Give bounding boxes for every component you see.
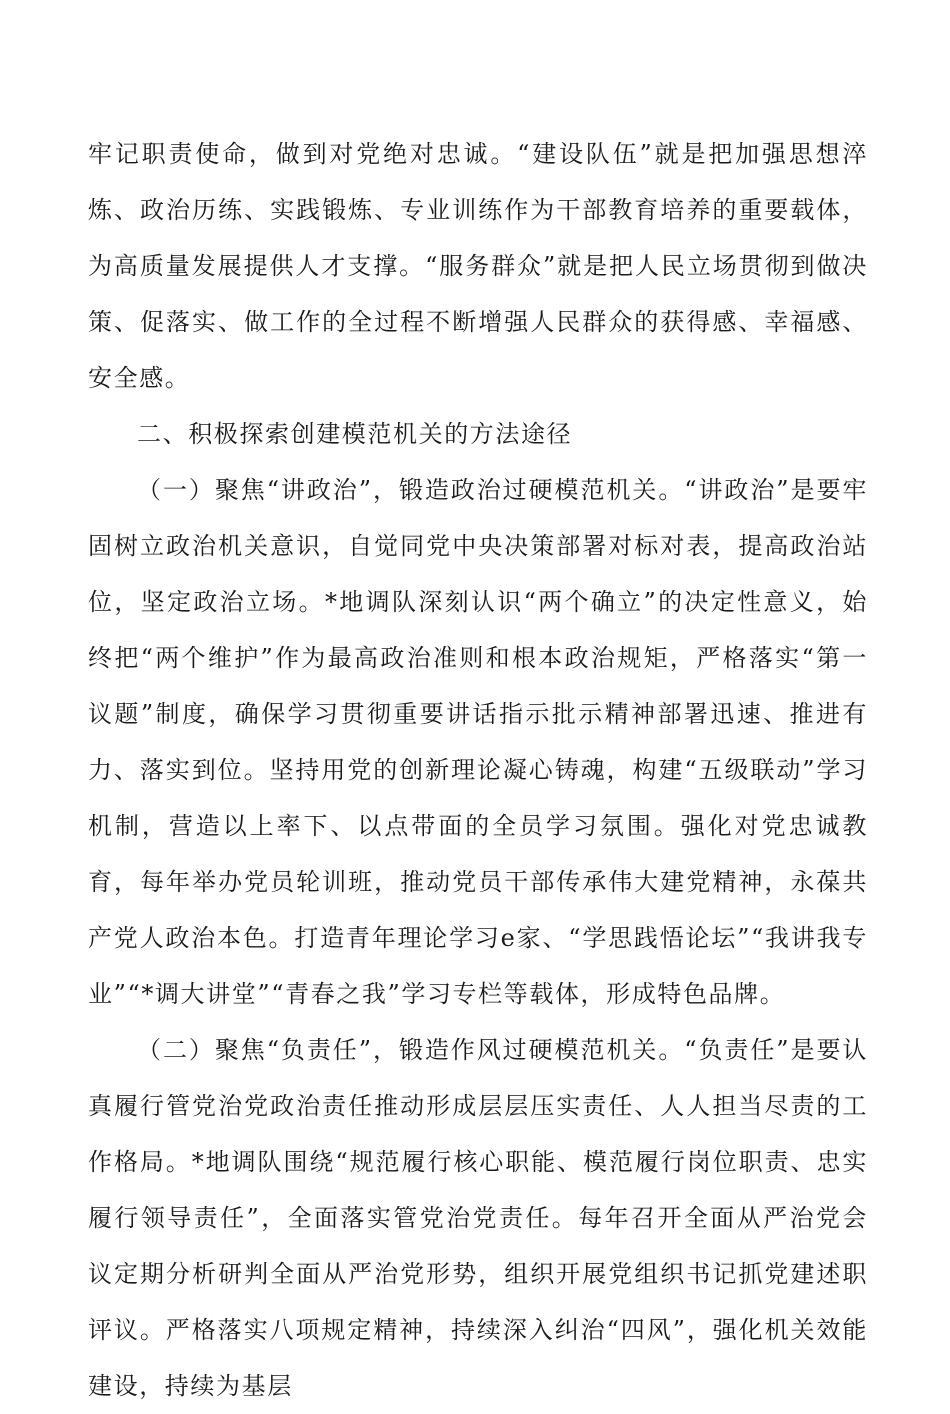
paragraph-responsibility: （二）聚焦“负责任”，锻造作风过硬模范机关。“负责任”是要认真履行管党治党政治责任推动形成层层压实责任、人人担当尽责的工作格局。*地调队围绕“规范履行核心职能、模范履行岗位职责、忠实履行领导责任”，全面落实管党治党责任。每年召开全面从严治党会议定期分析研判全面从严治党形势，组织开展党组织书记抓党建述职评议。严格落实八项规定精神，持续深入纠治“四风”，强化机关效能建设，持续为基层 (88, 1036, 868, 1400)
section-heading: 二、积极探索创建模范机关的方法途径 (137, 420, 573, 448)
paragraph-politics: （一）聚焦“讲政治”，锻造政治过硬模范机关。“讲政治”是要牢固树立政治机关意识，自觉同党中央决策部署对标对表，提高政治站位，坚定政治立场。*地调队深刻认识“两个确立”的决定性意义，始终把“两个维护”作为最高政治准则和根本政治规矩，严格落实“第一议题”制度，确保学习贯彻重要讲话指示批示精神部署迅速、推进有力、落实到位。坚持用党的创新理论凝心铸魂，构建“五级联动”学习机制，营造以上率下、以点带面的全员学习氛围。强化对党忠诚教育，每年举办党员轮训班，推动党员干部传承伟大建党精神，永葆共产党人政治本色。打造青年理论学习e家、“学思践悟论坛”“我讲我专业”“*调大讲堂”“青春之我”学习专栏等载体，形成特色品牌。 (88, 476, 868, 1008)
document-page (88, 126, 868, 1414)
paragraph-continuation: 牢记职责使命，做到对党绝对忠诚。“建设队伍”就是把加强思想淬炼、政治历练、实践锻炼、专业训练作为干部教育培养的重要载体，为高质量发展提供人才支撑。“服务群众”就是把人民立场贯彻到做决策、促落实、做工作的全过程不断增强人民群众的获得感、幸福感、安全感。 (88, 140, 868, 392)
